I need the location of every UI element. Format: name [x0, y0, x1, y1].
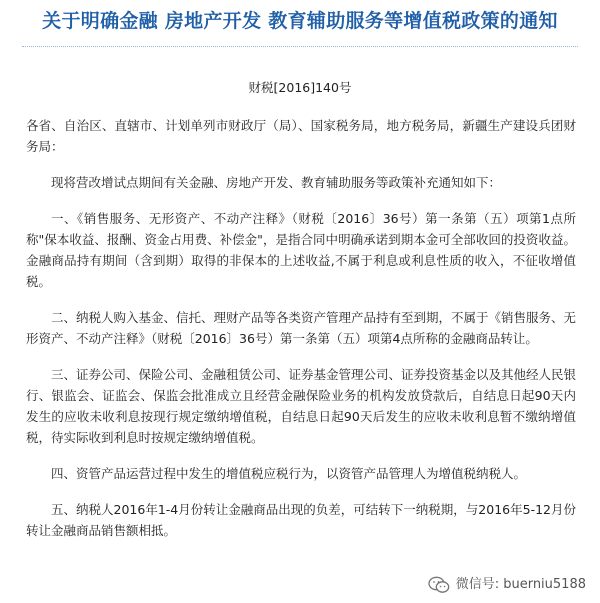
intro-paragraph: 现将营改增试点期间有关金融、房地产开发、教育辅助服务等政策补充通知如下：	[51, 175, 502, 190]
watermark-text: 微信号: buerniu5188	[455, 577, 586, 592]
addressees: 各省、自治区、直辖市、计划单列市财政厅（局）、国家税务局，地方税务局，新疆生产建设兵团财务局：	[26, 118, 576, 154]
item-3: 三、证券公司、保险公司、金融租赁公司、证券基金管理公司、证券投资基金以及其他经人民银行、银监会、证监会、保监会批准成立且经营金融保险业务的机构发放贷款后，自结息日起90天内发生的应收未收利息按现行规定缴纳增值税，自结息日起90天后发生的应收未收利息暂不缴纳增值税，待实际收到利息时按规定缴纳增值税。	[26, 367, 577, 445]
item-2: 二、纳税人购入基金、信托、理财产品等各类资产管理产品持有至到期，不属于《销售服务、无形资产、不动产注释》（财税〔2016〕36号）第一条第（五）项第4点所称的金融商品转让。	[26, 310, 577, 346]
article-body	[26, 115, 576, 556]
document-number: 财税[2016]140号	[248, 80, 352, 95]
wechat-watermark	[424, 575, 590, 595]
item-5: 五、纳税人2016年1-4月份转让金融商品出现的负差，可结转下一纳税期，与2016年5-12月份转让金融商品销售额相抵。	[26, 502, 576, 538]
item-1: 一、《销售服务、无形资产、不动产注释》（财税〔2016〕36号）第一条第（五）项第1点所称"保本收益、报酬、资金占用费、补偿金"，是指合同中明确承诺到期本金可全部收回的投资收益。金融商品持有期间（含到期）取得的非保本的上述收益,不属于利息或利息性质的收入，不征收增值税。	[26, 211, 576, 289]
item-4: 四、资管产品运营过程中发生的增值税应税行为，以资管产品管理人为增值税纳税人。	[51, 466, 527, 481]
title-divider	[22, 46, 578, 47]
page-title: 关于明确金融 房地产开发 教育辅助服务等增值税政策的通知	[42, 10, 558, 32]
wechat-icon	[428, 576, 450, 594]
